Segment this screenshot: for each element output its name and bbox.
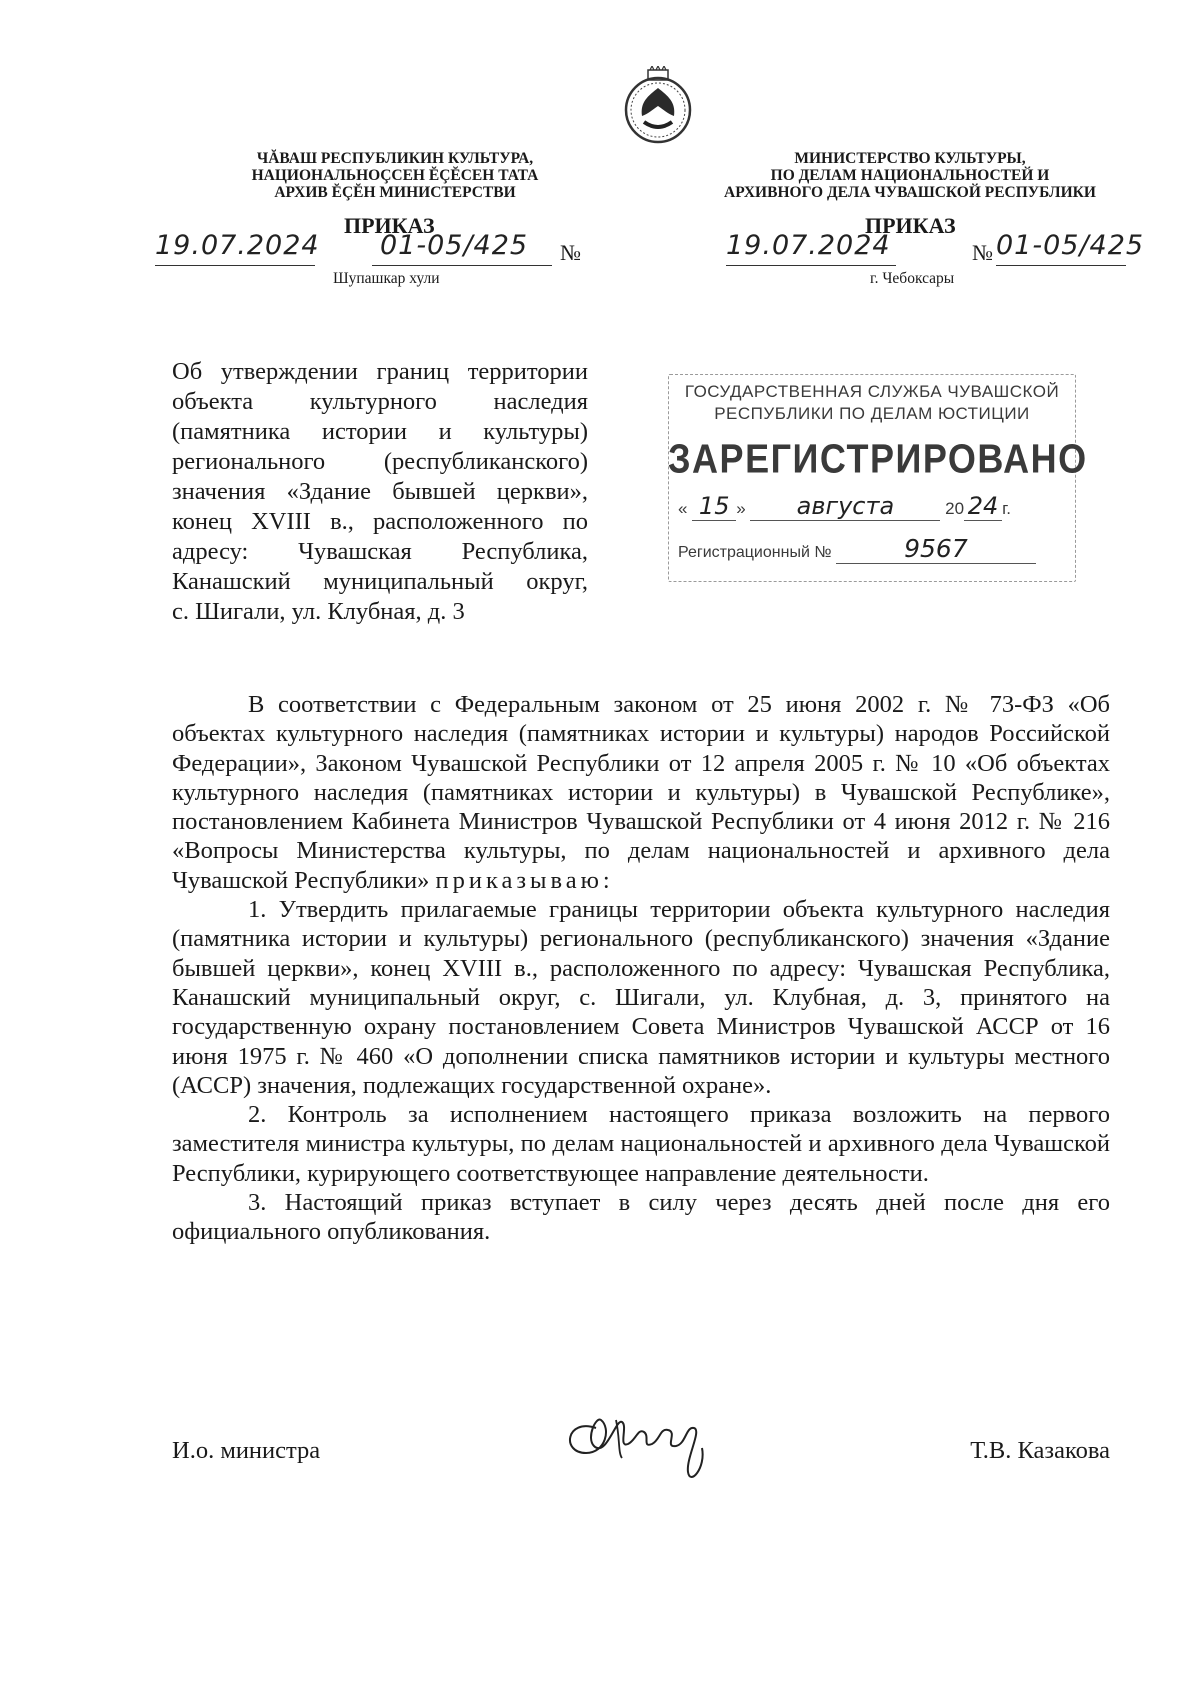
header-right-line: АРХИВНОГО ДЕЛА ЧУВАШСКОЙ РЕСПУБЛИКИ bbox=[724, 184, 1096, 201]
title-line: (памятника истории и культуры) bbox=[172, 418, 588, 445]
stamp-authority-line: ГОСУДАРСТВЕННАЯ СЛУЖБА ЧУВАШСКОЙ bbox=[684, 382, 1060, 401]
number-sign-right: № bbox=[972, 240, 993, 265]
stamp-year-suffix: г. bbox=[1002, 499, 1011, 518]
prikaz-title-right: ПРИКАЗ bbox=[865, 213, 956, 238]
stamp-month: августа bbox=[750, 492, 940, 521]
stamp-quote-close: » bbox=[736, 499, 746, 518]
place-left: Шупашкар хули bbox=[333, 270, 440, 287]
emblem-icon bbox=[618, 66, 698, 146]
body-paragraph: 1. Утвердить прилагаемые границы территории объекта культурного наследия (памятника истории и культуры) регионального (республиканского) значения «Здание бывшей церкви», конец XVIII в., расположенного по адресу: Чувашская Республика, Канашский муниципальный округ, с. Шигали, ул. Клубная, д. 3, принятого на государственную охрану постановлением Совета Министров Чувашской АССР от 16 июня 1975 г. № 460 «О дополнении списка памятников истории и культуры местного (АССР) значения, подлежащих государственной охране». bbox=[172, 896, 1110, 1099]
date-underline-right bbox=[726, 265, 896, 266]
stamp-authority-line: РЕСПУБЛИКИ ПО ДЕЛАМ ЮСТИЦИИ bbox=[714, 404, 1030, 423]
preamble-text: В соответствии с Федеральным законом от 25 июня 2002 г. № 73-ФЗ «Об объектах культурного наследия (памятниках истории и культуры) народов Российской Федерации», Законом Чувашской Республики от 12 апреля 2005 г. № 10 «Об объектах культурного наследия (памятниках истории и культуры) в Чувашской Республике», постановлением Кабинета Министров Чувашской Республики от 4 июня 2012 г. № 216 «Вопросы Министерства культуры, по делам национальностей и архивного дела Чувашской Республики» bbox=[172, 691, 1110, 894]
document-title bbox=[172, 357, 588, 627]
title-line: регионального (республиканского) bbox=[172, 448, 588, 475]
number-underline-left bbox=[372, 265, 552, 266]
title-line: Об утверждении границ территории bbox=[172, 358, 588, 385]
signatory-name: Т.В. Казакова bbox=[970, 1437, 1110, 1464]
stamp-year-prefix: 20 bbox=[945, 499, 965, 518]
header-left-line: АРХИВ ĔÇĔН МИНИСТЕРСТВИ bbox=[274, 184, 516, 201]
order-date-right: 19.07.2024 bbox=[726, 230, 891, 261]
title-line: значения «Здание бывшей церкви», bbox=[172, 478, 588, 505]
stamp-reg-number: 9567 bbox=[836, 534, 1036, 564]
handwritten-signature bbox=[556, 1398, 736, 1488]
order-number-right: 01-05/425 bbox=[996, 230, 1145, 261]
number-sign-left: № bbox=[560, 240, 581, 265]
registration-stamp bbox=[668, 374, 1088, 582]
title-line: адресу: Чувашская Республика, bbox=[172, 538, 588, 565]
order-date-left: 19.07.2024 bbox=[155, 230, 320, 261]
title-line: объекта культурного наследия bbox=[172, 388, 588, 415]
stamp-reg-label: Регистрационный № bbox=[678, 544, 832, 561]
prikaz-title-left: ПРИКАЗ bbox=[344, 213, 435, 238]
header-left-line: НАЦИОНАЛЬНОÇСЕН ĔÇĔСЕН ТАТА bbox=[251, 167, 539, 184]
stamp-year: 24 bbox=[964, 492, 1002, 521]
title-line: конец XVIII в., расположенного по bbox=[172, 508, 588, 535]
order-word: приказываю: bbox=[435, 866, 614, 894]
body-paragraph: 3. Настоящий приказ вступает в силу через десять дней после дня его официального опубликования. bbox=[172, 1189, 1110, 1246]
stamp-date bbox=[678, 492, 1068, 521]
title-line: с. Шигали, ул. Клубная, д. 3 bbox=[172, 598, 465, 625]
header-right-line: МИНИСТЕРСТВО КУЛЬТУРЫ, bbox=[794, 150, 1026, 167]
document-body bbox=[172, 690, 1110, 1247]
signatory-position: И.о. министра bbox=[172, 1437, 321, 1464]
place-right: г. Чебоксары bbox=[870, 270, 955, 287]
number-underline-right bbox=[996, 265, 1126, 266]
date-underline-left bbox=[155, 265, 315, 266]
body-paragraph bbox=[172, 690, 1110, 895]
header-right bbox=[700, 150, 1120, 201]
header-right-line: ПО ДЕЛАМ НАЦИОНАЛЬНОСТЕЙ И bbox=[770, 167, 1050, 184]
stamp-registration bbox=[678, 534, 1068, 564]
order-number-left: 01-05/425 bbox=[380, 230, 529, 261]
stamp-quote-open: « bbox=[678, 499, 688, 518]
title-line: Канашский муниципальный округ, bbox=[172, 568, 588, 595]
header-left bbox=[215, 150, 575, 201]
stamp-day: 15 bbox=[692, 492, 736, 521]
body-paragraph: 2. Контроль за исполнением настоящего приказа возложить на первого заместителя министра культуры, по делам национальностей и архивного дела Чувашской Республики, курирующего соответствующее направление деятельности. bbox=[172, 1101, 1110, 1187]
header-left-line: ЧĂВАШ РЕСПУБЛИКИН КУЛЬТУРА, bbox=[256, 150, 534, 167]
stamp-registered-label: ЗАРЕГИСТРИРОВАНО bbox=[668, 435, 1088, 482]
